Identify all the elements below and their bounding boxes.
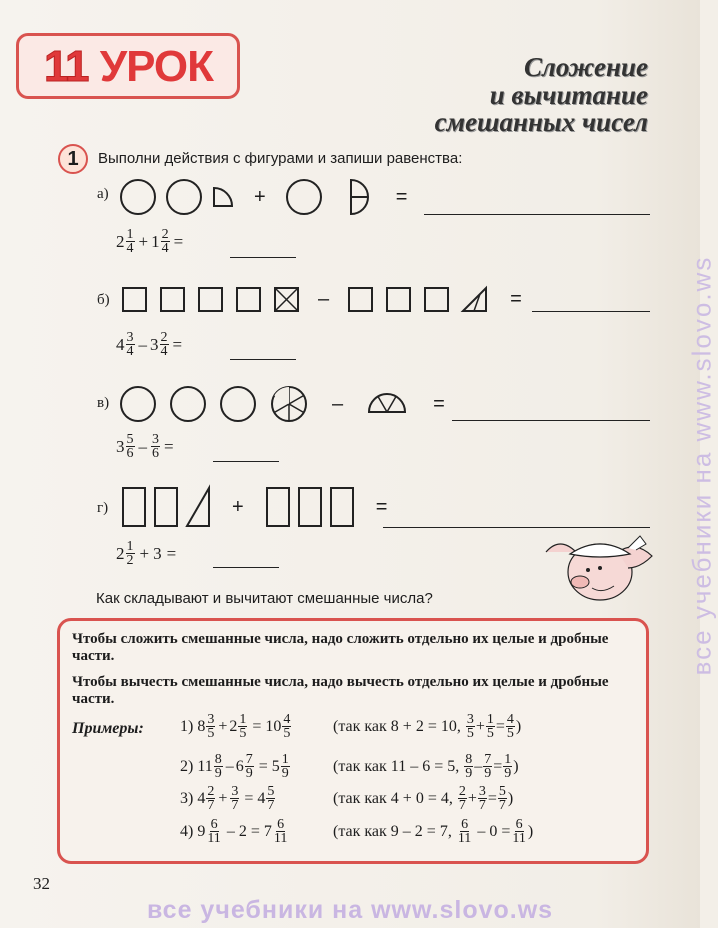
operator: – [318, 288, 330, 310]
whole-square [236, 287, 261, 312]
answer-line[interactable] [532, 311, 650, 312]
title-line-3: смешанных чисел [434, 107, 648, 137]
operator: + [254, 185, 266, 208]
answer-line[interactable] [230, 359, 296, 360]
whole-circle [120, 386, 156, 422]
half-circle-split-icon [332, 178, 370, 216]
item-a-expression: 2 $\frac{1}{4}$ + 1 $\frac{2}{4}$ = [116, 227, 184, 256]
quarter-circle-icon [212, 186, 234, 208]
answer-line[interactable] [424, 214, 650, 215]
whole-square [198, 287, 223, 312]
title-line-1: Сложение [523, 52, 648, 82]
whole-rectangle [154, 487, 178, 527]
lesson-heading [44, 42, 213, 92]
triangle-square-icon [462, 287, 487, 312]
item-b-shapes [122, 287, 522, 312]
whole-square [122, 287, 147, 312]
item-d-shapes [122, 487, 387, 527]
item-a-shapes [120, 178, 407, 216]
answer-line[interactable] [213, 461, 279, 462]
rule-addition: Чтобы сложить смешанные числа, надо сложить отдельно их целые и дробные части. [72, 631, 609, 664]
watermark-side: все учебники на www.slovo.ws [686, 255, 717, 676]
whole-square [386, 287, 411, 312]
item-b-label: б) [97, 292, 110, 308]
watermark-bottom[interactable]: все учебники на www.slovo.ws [146, 896, 554, 924]
item-d-label: г) [97, 500, 109, 516]
whole-circle [286, 179, 322, 215]
circle-sixths-icon [270, 385, 308, 423]
page-number: 32 [33, 874, 50, 893]
pig-mascot-illustration [540, 530, 660, 610]
answer-line[interactable] [452, 420, 650, 421]
answer-line[interactable] [230, 257, 296, 258]
task-instruction: Выполни действия с фигурами и запиши равенства: [98, 150, 463, 167]
operator: – [332, 392, 344, 415]
task-number: 1 [58, 144, 88, 174]
item-a-label: а) [97, 186, 109, 202]
item-c-label: в) [97, 395, 110, 411]
question-text: Как складывают и вычитают смешанные числа? [96, 590, 433, 607]
whole-rectangle [330, 487, 354, 527]
whole-square [348, 287, 373, 312]
equals-sign: = [433, 392, 445, 415]
equals-sign: = [375, 495, 388, 518]
equals-sign: = [510, 288, 522, 310]
item-c-expression: 3 $\frac{5}{6}$ – $\frac{3}{6}$ = [116, 432, 174, 461]
item-d-expression: 2 $\frac{1}{2}$ + 3 = [116, 539, 177, 568]
lesson-word: УРОК [99, 42, 213, 91]
lesson-number: 11 [44, 42, 89, 91]
answer-line[interactable] [213, 567, 279, 568]
triangle-rectangle-icon [186, 487, 210, 527]
example-2: 2) 11 $\frac{8}{9}$ – 6 $\frac{7}{9}$ = 5 $\frac{1}{9}$ (так как 11 – 6 = 5, $\frac{8}{9}$ – $\frac{7}{9}$ = $\frac{1}{9}$ ) [180, 752, 519, 781]
whole-circle [170, 386, 206, 422]
operator: + [232, 495, 244, 518]
example-1: 1) 8 $\frac{3}{5}$ + 2 $\frac{1}{5}$ = 10 $\frac{4}{5}$ (так как 8 + 2 = 10, $\frac{3}{5}$ + $\frac{1}{5}$ = $\frac{4}{5}$ ) [180, 712, 522, 741]
examples-label: Примеры: [72, 720, 144, 737]
equals-sign: = [395, 185, 408, 208]
whole-rectangle [298, 487, 322, 527]
whole-square [424, 287, 449, 312]
item-c-shapes [120, 385, 445, 423]
whole-square [160, 287, 185, 312]
whole-rectangle [122, 487, 146, 527]
rule-subtraction: Чтобы вычесть смешанные числа, надо вычесть отдельно их целые и дробные части. [72, 674, 609, 707]
example-4: 4) 9 $\frac{6}{11}$ – 2 = 7 $\frac{6}{11}$ (так как 9 – 2 = 7, $\frac{6}{11}$ – 0 = $\frac{6}{11}$ ) [180, 817, 534, 846]
answer-line[interactable] [383, 527, 650, 528]
half-circle-thirds-icon [367, 392, 407, 416]
title-line-2: и вычитание [489, 80, 648, 110]
item-b-expression: 4 $\frac{3}{4}$ – 3 $\frac{2}{4}$ = [116, 330, 183, 359]
example-3: 3) 4 $\frac{2}{7}$ + $\frac{3}{7}$ = 4 $\frac{5}{7}$ (так как 4 + 0 = 4, $\frac{2}{7}$ + $\frac{3}{7}$ = $\frac{5}{7}$ ) [180, 784, 514, 813]
whole-circle [166, 179, 202, 215]
whole-circle [120, 179, 156, 215]
whole-rectangle [266, 487, 290, 527]
square-split-icon [274, 287, 299, 312]
whole-circle [220, 386, 256, 422]
